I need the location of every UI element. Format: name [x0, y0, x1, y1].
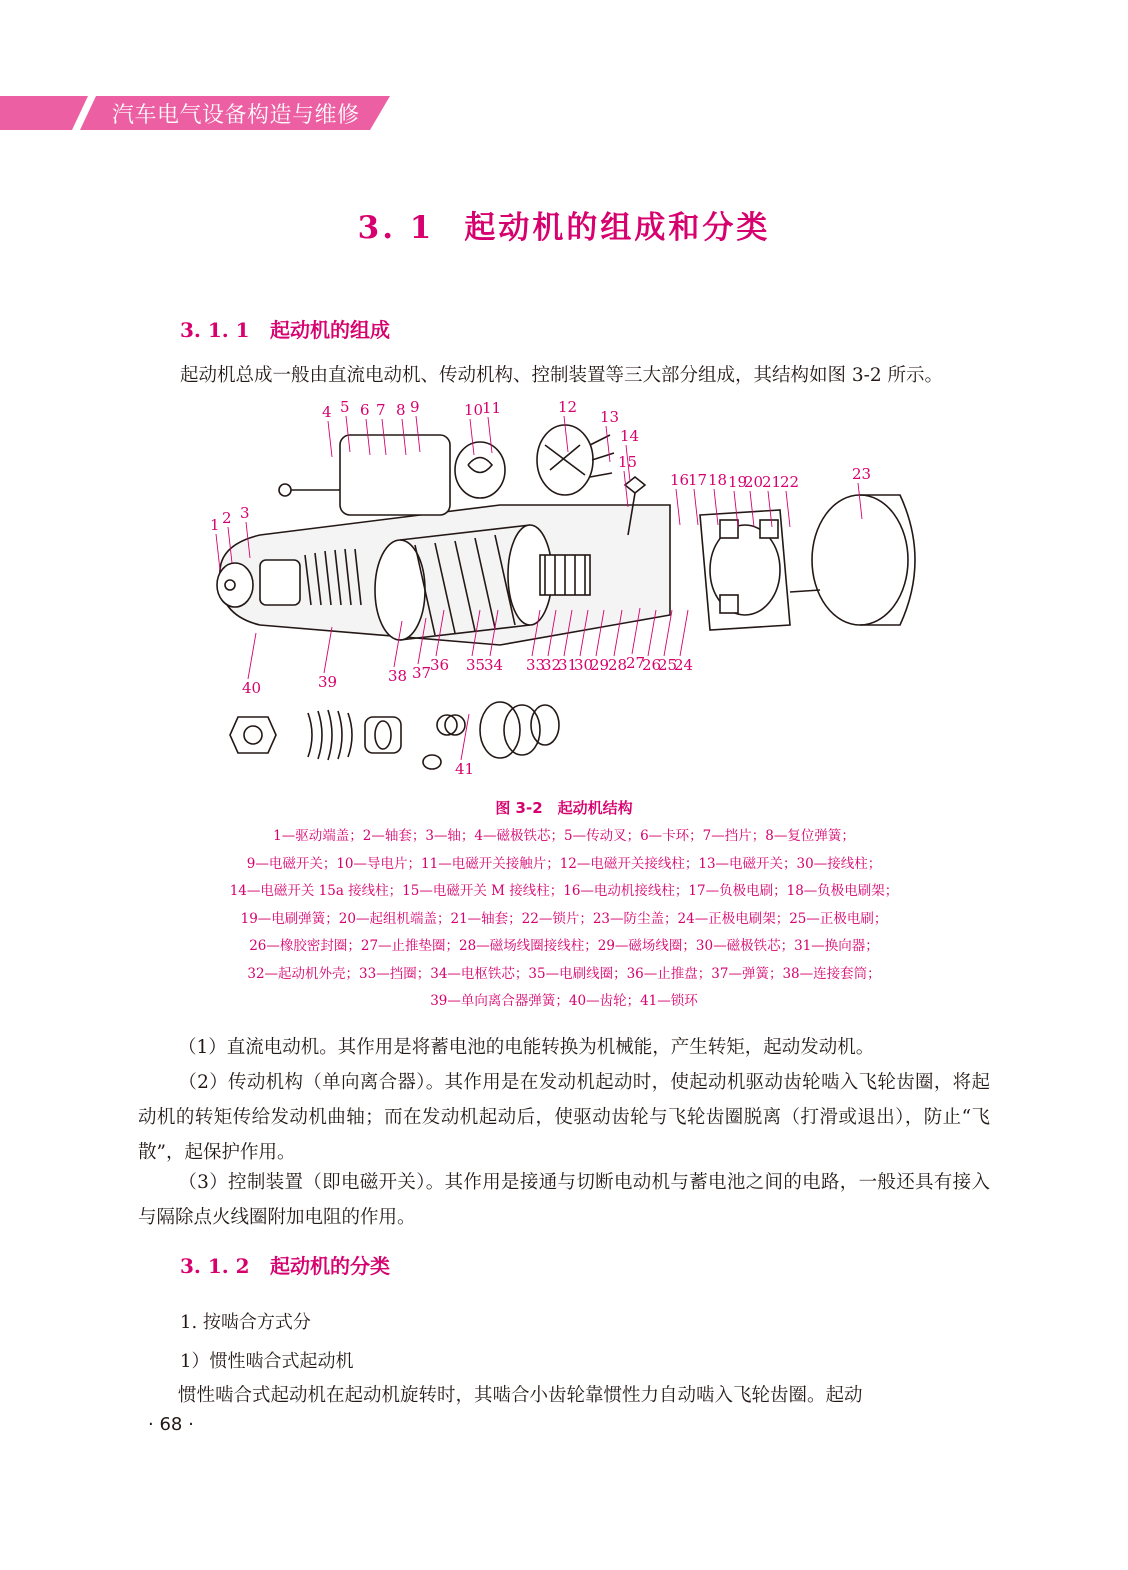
- callout-24: 24: [674, 656, 694, 674]
- legend-line: 1—驱动端盖；2—轴套；3—轴；4—磁极铁芯；5—传动叉；6—卡环；7—挡片；8—复位弹簧；: [273, 828, 855, 844]
- callout-37: 37: [412, 664, 432, 682]
- figure-caption: 图 3-2 起动机结构: [495, 799, 633, 817]
- list-item-inertia-starter: 1）惯性啮合式起动机: [180, 1351, 354, 1372]
- paragraph-control: （3）控制装置（即电磁开关）。其作用是接通与切断电动机与蓄电池之间的电路，一般还具有接入与隔除点火线圈附加电阻的作用。: [138, 1172, 990, 1228]
- callout-13: 13: [600, 408, 620, 426]
- callout-2: 2: [222, 509, 232, 527]
- callout-4: 4: [322, 403, 332, 421]
- callout-31: 31: [558, 656, 578, 674]
- legend-line: 39—单向离合器弹簧；40—齿轮；41—锁环: [430, 993, 698, 1009]
- callout-25: 25: [658, 656, 678, 674]
- callout-22: 22: [780, 473, 800, 491]
- section-heading: [0, 202, 1128, 247]
- subsection-number: 3. 1. 1: [180, 318, 250, 342]
- callout-23: 23: [852, 465, 872, 483]
- callout-leader: [694, 489, 698, 525]
- callout-6: 6: [360, 401, 370, 419]
- callout-17: 17: [688, 471, 708, 489]
- subsection-number: 3. 1. 2: [180, 1254, 250, 1278]
- callout-leader: [606, 426, 610, 462]
- subsection-title: 起动机的分类: [270, 1254, 390, 1278]
- legend-line: 9—电磁开关；10—导电片；11—电磁开关接触片；12—电磁开关接线柱；13—电磁开关；30—接线柱；: [246, 855, 882, 872]
- callout-11: 11: [482, 399, 502, 417]
- callout-10: 10: [464, 401, 484, 419]
- subsection-heading-1: [180, 314, 390, 343]
- callout-30: 30: [574, 656, 594, 674]
- legend-line: 19—电刷弹簧；20—起组机端盖；21—轴套；22—锁片；23—防尘盖；24—正极电刷架；25—正极电刷；: [240, 910, 888, 927]
- paragraph-inertia: 惯性啮合式起动机在起动机旋转时，其啮合小齿轮靠惯性力自动啮入飞轮齿圈。起动: [178, 1385, 863, 1406]
- callout-39: 39: [318, 673, 338, 691]
- callout-leader: [324, 627, 332, 673]
- callout-38: 38: [388, 667, 408, 685]
- callout-leader: [216, 534, 220, 570]
- list-item-mesh-method: 1. 按啮合方式分: [180, 1312, 311, 1333]
- paragraph-drive: （2）传动机构（单向离合器）。其作用是在发动机起动时，使起动机驱动齿轮啮入飞轮齿圈，将起动机的转矩传给发动机曲轴；而在发动机起动后，使驱动齿轮与飞轮齿圈脱离（打滑或退出），防止“飞散”，起保护作用。: [138, 1072, 990, 1163]
- callout-8: 8: [396, 401, 406, 419]
- callout-32: 32: [542, 656, 562, 674]
- callout-26: 26: [642, 656, 662, 674]
- callout-leader: [786, 491, 790, 527]
- callout-leader: [328, 421, 332, 457]
- callout-leader: [676, 489, 680, 525]
- callout-20: 20: [744, 473, 764, 491]
- callout-21: 21: [762, 473, 782, 491]
- starter-exploded-diagram: [200, 395, 930, 795]
- callout-12: 12: [558, 398, 578, 416]
- callout-5: 5: [340, 398, 350, 416]
- legend-line: 26—橡胶密封圈；27—止推垫圈；28—磁场线圈接线柱；29—磁场线圈；30—磁极铁芯；31—换向器；: [249, 938, 879, 954]
- callout-15: 15: [618, 453, 638, 471]
- callout-leader: [461, 714, 469, 760]
- callout-leader: [664, 610, 672, 656]
- intro-paragraph: 起动机总成一般由直流电动机、传动机构、控制装置等三大部分组成，其结构如图 3-2 所示。: [180, 365, 944, 386]
- callout-33: 33: [526, 656, 546, 674]
- subsection-heading-2: [180, 1250, 390, 1279]
- callout-leader: [248, 633, 256, 679]
- book-title: 汽车电气设备构造与维修: [112, 103, 360, 128]
- callout-35: 35: [466, 656, 486, 674]
- callout-3: 3: [240, 504, 250, 522]
- subsection-title: 起动机的组成: [270, 318, 390, 342]
- callout-leader: [624, 471, 628, 507]
- callout-14: 14: [620, 427, 640, 445]
- callout-19: 19: [728, 473, 748, 491]
- callout-27: 27: [626, 654, 646, 672]
- figure-legend: [160, 823, 968, 1016]
- callout-leader: [680, 610, 688, 656]
- callout-36: 36: [430, 656, 450, 674]
- callout-29: 29: [590, 656, 610, 674]
- callout-1: 1: [210, 516, 220, 534]
- section-title: 起动机的组成和分类: [464, 210, 771, 246]
- legend-line: 14—电磁开关 15a 接线柱；15—电磁开关 M 接线柱；16—电动机接线柱；17—负极电刷；18—负极电刷架；: [229, 883, 899, 899]
- page-number: · 68 ·: [148, 1414, 194, 1435]
- legend-line: 32—起动机外壳；33—挡圈；34—电枢铁芯；35—电刷线圈；36—止推盘；37—弹簧；38—连接套筒；: [247, 965, 881, 982]
- paragraph-motor: （1）直流电动机。其作用是将蓄电池的电能转换为机械能，产生转矩，起动发动机。: [178, 1037, 875, 1058]
- callout-16: 16: [670, 471, 690, 489]
- callout-40: 40: [242, 679, 262, 697]
- callout-41: 41: [455, 760, 475, 778]
- callout-18: 18: [708, 471, 728, 489]
- callout-28: 28: [608, 656, 628, 674]
- section-number: 3. 1: [357, 210, 435, 246]
- callout-7: 7: [376, 401, 386, 419]
- callout-34: 34: [484, 656, 504, 674]
- callout-9: 9: [410, 398, 420, 416]
